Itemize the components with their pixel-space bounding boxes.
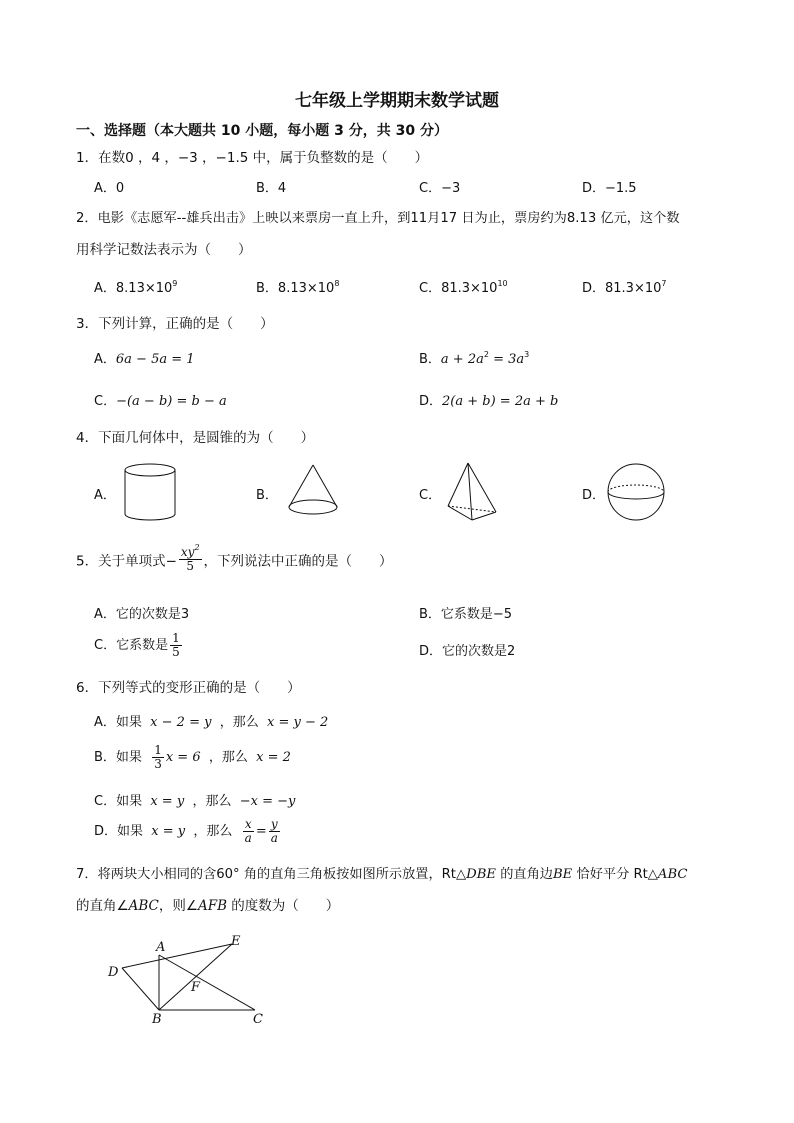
q6-option-c[interactable]: C．如果 x = y ，那么 −x = −y: [94, 794, 296, 809]
cylinder-figure: [122, 462, 178, 524]
q4-option-c[interactable]: C．: [419, 488, 442, 503]
q5-stem: 5．关于单项式− $\frac{xy^2}{5}$ ，下列说法中正确的是（ ）: [76, 543, 393, 573]
q5-option-a[interactable]: A．它的次数是3: [94, 607, 190, 622]
pyramid-figure: [444, 460, 500, 524]
sphere-figure: [606, 462, 668, 524]
q4-option-d[interactable]: D．: [582, 488, 606, 503]
q1-option-c[interactable]: C．−3: [419, 181, 461, 196]
q1-option-b[interactable]: B．4: [256, 181, 287, 196]
q4-stem: 4．下面几何体中，是圆锥的为（ ）: [76, 430, 315, 446]
q3-option-c[interactable]: C．−(a − b) = b − a: [94, 394, 227, 409]
q6-stem: 6．下列等式的变形正确的是（ ）: [76, 680, 301, 696]
q6-option-b[interactable]: B．如果 $\frac{1}{3}$ x = 6 ，那么 x = 2: [94, 743, 291, 771]
q3-option-d[interactable]: D．2(a + b) = 2a + b: [419, 394, 559, 409]
label-b: B: [152, 1012, 162, 1027]
q3-stem: 3．下列计算，正确的是（ ）: [76, 316, 274, 332]
q3-option-a[interactable]: A．6a − 5a = 1: [94, 352, 195, 367]
label-f: F: [191, 980, 201, 995]
q2-option-d[interactable]: D．$81.3\times 10^7$: [582, 279, 667, 296]
q7-stem-line2: 的直角∠ABC，则∠AFB 的度数为（ ）: [76, 898, 340, 914]
q2-option-b[interactable]: B．$8.13\times 10^8$: [256, 279, 340, 296]
page-title: 七年级上学期期末数学试题: [295, 91, 499, 111]
label-d: D: [108, 965, 119, 980]
q1-option-a[interactable]: A．0: [94, 181, 125, 196]
q5-option-b[interactable]: B．它系数是−5: [419, 607, 513, 622]
q6-option-d[interactable]: D．如果 x = y ，那么 $\frac{x}{a}$ = $\frac{y}{a}$: [94, 817, 278, 845]
q5-option-c[interactable]: C．它系数是 $\frac{1}{5}$: [94, 631, 180, 659]
cone-figure: [284, 462, 342, 520]
q2-stem-line1: 2．电影《志愿军--雄兵出击》上映以来票房一直上升，到11月17 日为止，票房约为8.13 亿元，这个数: [76, 211, 680, 226]
q4-option-b[interactable]: B．: [256, 488, 278, 503]
q2-option-a[interactable]: A．$8.13\times 10^9$: [94, 279, 178, 296]
label-c: C: [253, 1012, 263, 1027]
q1-stem: 1．在数0 ，4 ，−3 ，−1.5 中，属于负整数的是（ ）: [76, 150, 429, 166]
q2-stem-line2: 用科学记数法表示为（ ）: [76, 242, 252, 258]
q6-option-a[interactable]: A．如果 x − 2 = y ，那么 x = y − 2: [94, 715, 329, 730]
q3-option-b[interactable]: B．$a + 2a^2 = 3a^3$: [419, 350, 530, 367]
q5-option-d[interactable]: D．它的次数是2: [419, 644, 516, 659]
q2-option-c[interactable]: C．$81.3\times 10^{10}$: [419, 279, 508, 296]
section-heading: 一、选择题（本大题共 10 小题，每小题 3 分，共 30 分）: [76, 123, 448, 139]
q4-option-a[interactable]: A．: [94, 488, 116, 503]
label-e: E: [231, 934, 241, 949]
q1-option-d[interactable]: D．−1.5: [582, 181, 637, 196]
q7-stem-line1: 7．将两块大小相同的含60° 角的直角三角板按如图所示放置，Rt△DBE 的直角边BE 恰好平分 Rt△ABC: [76, 867, 688, 882]
label-a: A: [156, 940, 166, 955]
